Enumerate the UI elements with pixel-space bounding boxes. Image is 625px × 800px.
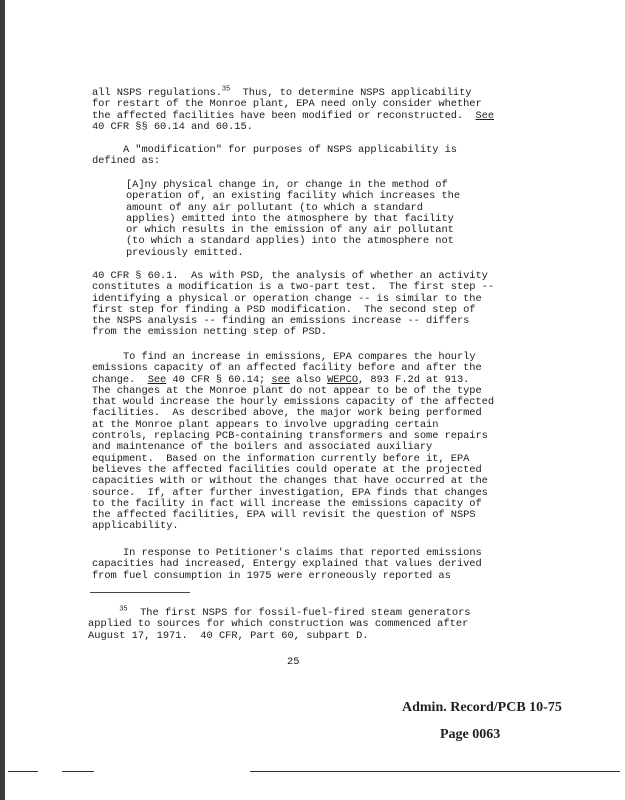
footnote-line-3: August 17, 1971. 40 CFR, Part 60, subpart D. (88, 629, 369, 642)
p3-line-2: constitutes a modification is a two-part test. The first step -- (92, 281, 495, 294)
p4-line-12: capacities with or without the changes that have occurred at the (92, 475, 488, 488)
footnote-rule (90, 592, 190, 593)
stamp-line-2: Page 0063 (440, 727, 501, 742)
p4-line-8: controls, replacing PCB-containing transformers and some repairs (92, 430, 488, 443)
scan-edge-bar (0, 0, 5, 800)
p4-line-9: and maintenance of the boilers and associated auxiliary (92, 441, 433, 454)
paragraph-2 (92, 145, 502, 168)
footnote-number: 35 (119, 605, 128, 614)
footnote-line-2: applied to sources for which construction was commenced after (88, 618, 469, 631)
p1-line-4: 40 CFR §§ 60.14 and 60.15. (92, 120, 253, 133)
footnote-ref-35[interactable]: 35 (221, 85, 231, 94)
p1-line-2: for restart of the Monroe plant, EPA need only consider whether (92, 98, 482, 111)
p5-line-3: from fuel consumption in 1975 were erroneously reported as (92, 569, 451, 582)
footnote (88, 605, 508, 642)
p4-line-14: to the facility in fact will increase the emissions capacity of (92, 497, 482, 510)
p4-line-6: facilities. As described above, the major work being performed (92, 407, 482, 420)
stamp-line-1: Admin. Record/PCB 10-75 (402, 700, 562, 715)
paragraph-3 (92, 271, 502, 339)
p4-line-10: equipment. Based on the information currently before it, EPA (92, 452, 470, 465)
p4-line-2: emissions capacity of an affected facility before and after the (92, 362, 482, 375)
p3-line-3: identifying a physical or operation change -- is similar to the (92, 292, 482, 305)
p1-line-1: all NSPS regulations.$^{35}$ Thus, to determine NSPS applicability (92, 85, 472, 99)
p4-line-7: at the Monroe plant appears to involve upgrading certain (92, 418, 439, 431)
p4-line-11: believes the affected facilities could operate at the projected (92, 463, 482, 476)
quote-line-4: applies) emitted into the atmosphere by that facility (126, 212, 454, 225)
page-number: 25 (287, 656, 300, 668)
p4-line-5: that would increase the hourly emissions capacity of the affected (92, 396, 495, 409)
p4-line-4: The changes at the Monroe plant do not appear to be of the type (92, 384, 482, 397)
scan-line-right (250, 771, 620, 772)
p1-line-3: the affected facilities have been modified or reconstructed. See (92, 109, 495, 122)
p4-line-1: To find an increase in emissions, EPA compares the hourly (122, 351, 476, 363)
quote-line-2: operation of, an existing facility which increases the (126, 190, 461, 203)
p3-line-6: from the emission netting step of PSD. (92, 326, 328, 339)
page-stamp (440, 727, 500, 743)
block-quote (126, 180, 486, 259)
p5-line-1: In response to Petitioner's claims that reported emissions (122, 547, 482, 559)
p4-line-3: change. See 40 CFR § 60.14; see also WEPCO, 893 F.2d at 913. (92, 373, 470, 386)
p4-line-15: the affected facilities, EPA will revisit the question of NSPS (92, 509, 476, 522)
quote-line-3: amount of any air pollutant (to which a standard (126, 201, 423, 214)
quote-line-5: or which results in the emission of any air pollutant (126, 224, 454, 237)
p2-line-1: A "modification" for purposes of NSPS applicability is (122, 144, 457, 156)
p3-line-1: 40 CFR § 60.1. As with PSD, the analysis of whether an activity (92, 270, 488, 282)
quote-line-6: (to which a standard applies) into the atmosphere not (126, 235, 454, 248)
p3-line-5: the NSPS analysis -- finding an emissions increase -- differs (92, 315, 470, 328)
footnote-line-1: $^{35}$ The first NSPS for fossil-fuel-fired steam generators (119, 605, 471, 619)
paragraph-4 (92, 352, 502, 533)
quote-line-7: previously emitted. (126, 246, 244, 259)
scan-line-left (8, 771, 38, 772)
admin-record-stamp (402, 700, 562, 716)
p3-line-4: first step for finding a PSD modification. The second step of (92, 303, 476, 316)
paragraph-5 (92, 548, 502, 582)
paragraph-1 (92, 85, 502, 133)
p4-line-16: applicability. (92, 520, 179, 533)
scan-line-mid (62, 771, 94, 772)
p2-line-2: defined as: (92, 155, 161, 168)
quote-line-1: [A]ny physical change in, or change in the method of (126, 179, 448, 191)
p5-line-2: capacities had increased, Entergy explained that values derived (92, 558, 482, 571)
p4-line-13: source. If, after further investigation, EPA finds that changes (92, 486, 488, 499)
